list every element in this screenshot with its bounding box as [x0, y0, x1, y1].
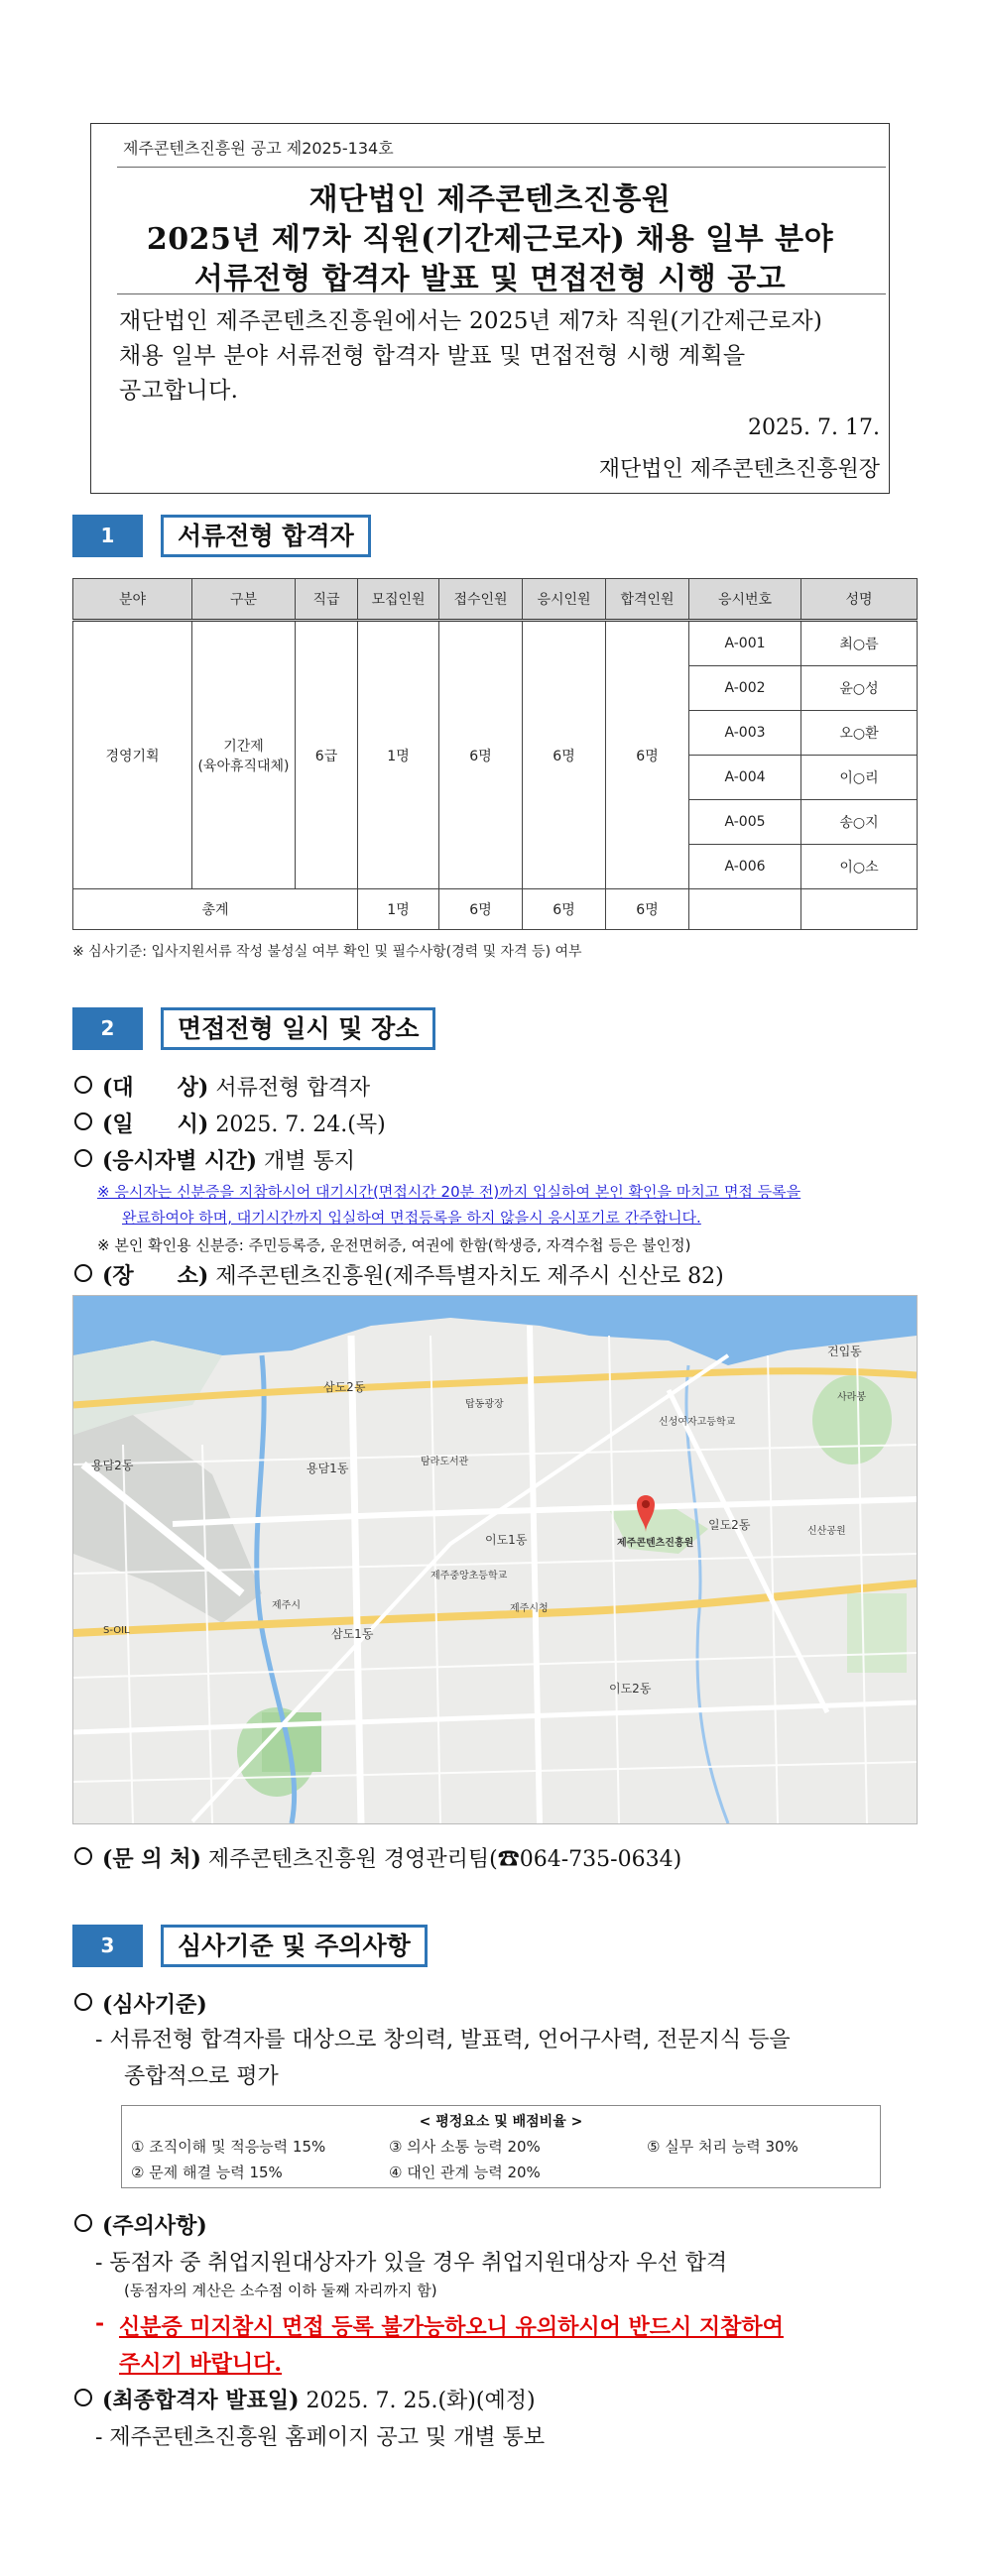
id-check-note-line-2: 완료하여야 하며, 대기시간까지 입실하여 면접등록을 하지 않을시 응시포기로 간주합니다.: [122, 1209, 701, 1227]
col-header: 응시번호: [689, 579, 801, 621]
category-line-1: 기간제: [223, 738, 264, 755]
map-label: 신성여자고등학교: [659, 1417, 736, 1428]
map-label: 제주시청: [510, 1603, 549, 1614]
bullet-circle-icon: [74, 2389, 92, 2406]
interview-date: (일 시) 2025. 7. 24.(목): [74, 1108, 386, 1138]
title-line-3: 서류전형 합격자 발표 및 면접전형 시행 공고: [193, 262, 787, 296]
criteria-desc-line-2: 종합적으로 평가: [124, 2064, 279, 2089]
examined-cell: 6명: [523, 621, 606, 889]
table-header-row: [73, 579, 918, 621]
bullet-circle-icon: [74, 1149, 92, 1167]
total-empty: [689, 889, 801, 930]
contact-info: (문 의 처) 제주콘텐츠진흥원 경영관리팀(☎064-735-0634): [74, 1842, 681, 1873]
bullet-circle-icon: [74, 2214, 92, 2232]
exam-number: A-006: [689, 845, 801, 889]
map-label: 이도1동: [485, 1533, 528, 1547]
final-announcement: (최종합격자 발표일) 2025. 7. 25.(화)(예정): [74, 2384, 536, 2414]
bullet-circle-icon: [74, 1264, 92, 1282]
map-label: 삼도1동: [331, 1627, 374, 1641]
map-label: 용담2동: [91, 1459, 134, 1472]
intro-line-2: 채용 일부 분야 서류전형 합격자 발표 및 면접전형 시행 계획을: [119, 343, 746, 369]
recruit-cell: 1명: [358, 621, 439, 889]
bullet-circle-icon: [74, 1112, 92, 1130]
total-recruit: 1명: [358, 889, 439, 930]
section-2-title: 면접전형 일시 및 장소: [161, 1007, 435, 1050]
map-label: 탑동광장: [465, 1399, 504, 1410]
map-label: 제주중앙초등학교: [430, 1571, 508, 1581]
intro-line-3: 공고합니다.: [119, 378, 239, 404]
intro-line-1: 재단법인 제주콘텐츠진흥원에서는 2025년 제7차 직원(기간제근로자): [119, 308, 823, 334]
col-header: 구분: [192, 579, 296, 621]
notice-signature: 재단법인 제주콘텐츠진흥원장: [598, 457, 880, 482]
field-cell: 경영기획: [73, 621, 192, 889]
header-rule-bottom: [117, 293, 886, 294]
id-check-note-line-1: ※ 응시자는 신분증을 지참하시어 대기시간(면접시간 20분 전)까지 입실하여 본인 확인을 마치고 면접 등록을: [97, 1183, 801, 1201]
applied-cell: 6명: [439, 621, 523, 889]
exam-number: A-004: [689, 756, 801, 800]
section-1-number: 1: [72, 515, 143, 557]
map-label: 신산공원: [807, 1526, 846, 1537]
caution-heading: (주의사항): [74, 2209, 207, 2240]
section-2-number: 2: [72, 1007, 143, 1050]
col-header: 직급: [296, 579, 358, 621]
title-line-1: 재단법인 제주콘텐츠진흥원: [308, 182, 672, 217]
passed-cell: 6명: [606, 621, 689, 889]
criteria-desc-line-1: - 서류전형 합격자를 대상으로 창의력, 발표력, 언어구사력, 전문지식 등을: [95, 2028, 791, 2052]
caution-id-line-2: 주시기 바랍니다.: [119, 2351, 283, 2377]
col-header: 접수인원: [439, 579, 523, 621]
grade-cell: 6급: [296, 621, 358, 889]
map-label: S-OIL: [103, 1625, 130, 1636]
map-label: 제주시: [272, 1600, 301, 1611]
col-header: 합격인원: [606, 579, 689, 621]
total-label: 총계: [73, 889, 358, 930]
exam-number: A-001: [689, 621, 801, 666]
candidate-name: 송○지: [801, 800, 918, 845]
passers-table: [72, 578, 918, 930]
criteria-heading: (심사기준): [74, 1988, 207, 2019]
notice-date: 2025. 7. 17.: [748, 415, 880, 440]
category-line-2: (육아휴직대체): [197, 758, 290, 774]
candidate-name: 이○소: [801, 845, 918, 889]
col-header: 분야: [73, 579, 192, 621]
candidate-name: 최○름: [801, 621, 918, 666]
bullet-circle-icon: [74, 1993, 92, 2011]
interview-place: (장 소) 제주콘텐츠진흥원(제주특별자치도 제주시 신산로 82): [74, 1259, 724, 1290]
interview-target: (대 상) 서류전형 합격자: [74, 1071, 370, 1102]
caution-tie-rule: - 동점자 중 취업지원대상자가 있을 경우 취업지원대상자 우선 합격: [95, 2251, 728, 2276]
scoring-box-title: < 평정요소 및 배점비율 >: [419, 2114, 583, 2130]
map-label: 삼도2동: [323, 1380, 366, 1394]
candidate-name: 윤○성: [801, 666, 918, 711]
location-map[interactable]: [72, 1295, 918, 1824]
title-line-2: 2025년 제7차 직원(기간제근로자) 채용 일부 분야: [146, 222, 834, 257]
notice-number: 제주콘텐츠진흥원 공고 제2025-134호: [123, 139, 394, 158]
header-rule-top: [117, 167, 886, 168]
map-label: 일도2동: [708, 1518, 751, 1532]
map-label: 탐라도서관: [421, 1457, 469, 1467]
section-3-number: 3: [72, 1925, 143, 1967]
map-label-marker: 제주콘텐츠진흥원: [617, 1538, 694, 1549]
bullet-circle-icon: [74, 1847, 92, 1865]
caution-tie-note: (동점자의 계산은 소수점 이하 둘째 자리까지 함): [124, 2282, 437, 2299]
scoring-item: ④ 대인 관계 능력 20%: [389, 2164, 541, 2181]
scoring-item: ② 문제 해결 능력 15%: [131, 2164, 283, 2181]
interview-time: (응시자별 시간) 개별 통지: [74, 1144, 355, 1175]
candidate-name: 이○리: [801, 756, 918, 800]
scoring-item: ③ 의사 소통 능력 20%: [389, 2138, 541, 2156]
category-cell: [192, 621, 296, 889]
exam-number: A-005: [689, 800, 801, 845]
map-label: 이도2동: [609, 1682, 652, 1696]
total-applied: 6명: [439, 889, 523, 930]
id-types-note: ※ 본인 확인용 신분증: 주민등록증, 운전면허증, 여권에 한함(학생증, 자격수첩 등은 불인정): [97, 1236, 691, 1254]
total-examined: 6명: [523, 889, 606, 930]
scoring-item: ⑤ 실무 처리 능력 30%: [647, 2138, 799, 2156]
screening-criteria-note: ※ 심사기준: 입사지원서류 작성 불성실 여부 확인 및 필수사항(경력 및 자격 등) 여부: [72, 944, 582, 960]
map-label: 건입동: [827, 1345, 862, 1358]
exam-number: A-002: [689, 666, 801, 711]
table-row: [73, 621, 918, 666]
col-header: 응시인원: [523, 579, 606, 621]
bullet-circle-icon: [74, 1076, 92, 1094]
map-label: 용담1동: [307, 1462, 349, 1475]
scoring-item: ① 조직이해 및 적응능력 15%: [131, 2138, 326, 2156]
final-announcement-note: - 제주콘텐츠진흥원 홈페이지 공고 및 개별 통보: [95, 2425, 546, 2450]
section-1-title: 서류전형 합격자: [161, 515, 371, 557]
section-3-title: 심사기준 및 주의사항: [161, 1925, 428, 1967]
caution-id-line-1: 신분증 미지참시 면접 등록 불가능하오니 유의하시어 반드시 지참하여: [119, 2314, 784, 2340]
total-empty: [801, 889, 918, 930]
col-header: 모집인원: [358, 579, 439, 621]
candidate-name: 오○환: [801, 711, 918, 756]
exam-number: A-003: [689, 711, 801, 756]
col-header: 성명: [801, 579, 918, 621]
total-row: [73, 889, 918, 930]
caution-id-dash: -: [95, 2310, 105, 2336]
map-label: 사라봉: [837, 1392, 866, 1403]
total-passed: 6명: [606, 889, 689, 930]
